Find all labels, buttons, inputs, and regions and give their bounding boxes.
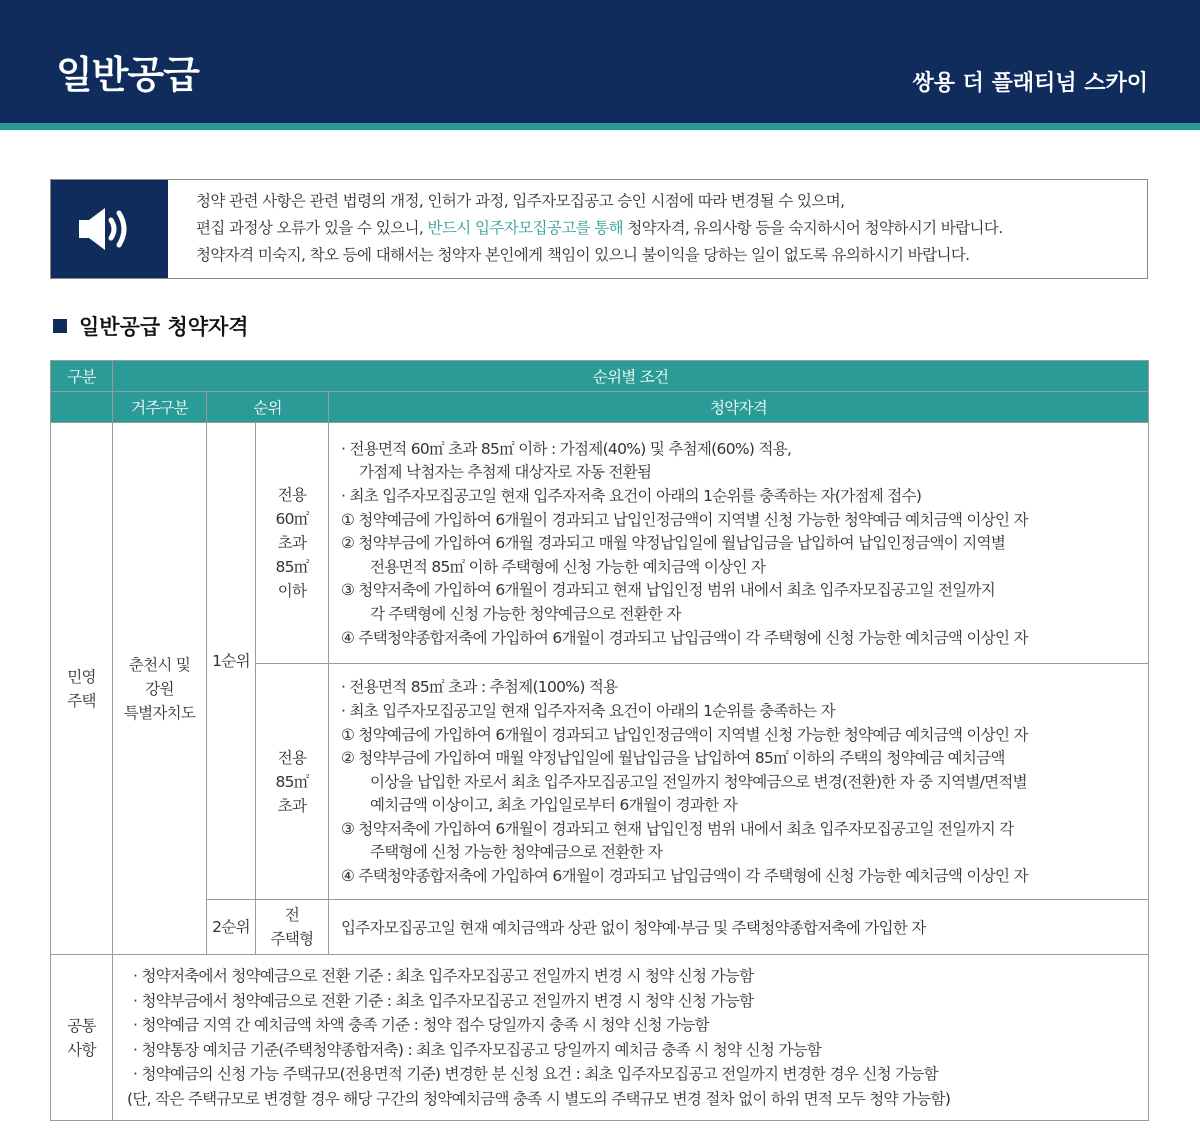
rank-1-cell: 1순위 — [207, 423, 256, 900]
condition-line: ② 청약부금에 가입하여 매월 약정납입일에 월납입금을 납입하여 85㎡ 이하의 주택의 청약예금 예치금액 — [341, 749, 1005, 768]
condition-line: · 전용면적 85㎡ 초과 : 추첨제(100%) 적용 — [341, 678, 618, 697]
residence-cell: 춘천시 및 강원 특별자치도 — [113, 423, 207, 955]
condition-line: ③ 청약저축에 가입하여 6개월이 경과되고 현재 납입인정 범위 내에서 최초 입주자모집공고일 전일까지 — [341, 581, 996, 600]
common-note: (단, 작은 주택규모로 변경할 경우 해당 구간의 청약예치금액 충족 시 별도의 주택규모 변경 절차 없이 하위 면적 모두 청약 가능함) — [127, 1089, 951, 1108]
condition-line: ① 청약예금에 가입하여 6개월이 경과되고 납입인정금액이 지역별 신청 가능한 청약예금 예치금액 이상인 자 — [341, 510, 1028, 529]
condition-line: 가점제 낙첨자는 추첨제 대상자로 자동 전환됨 — [359, 463, 652, 482]
speaker-icon — [79, 203, 139, 255]
category-private-housing: 민영 주택 — [51, 423, 113, 955]
condition-line: ④ 주택청약종합저축에 가입하여 6개월이 경과되고 납입금액이 각 주택형에 신청 가능한 예치금액 이상인 자 — [341, 867, 1028, 886]
page-title: 일반공급 — [56, 53, 199, 97]
conditions-85-plus — [329, 664, 1149, 900]
header-eligibility: 청약자격 — [329, 392, 1149, 423]
category-common: 공통 사항 — [51, 955, 113, 1121]
rank-2-cell: 2순위 — [207, 900, 256, 955]
header-rank: 순위 — [207, 392, 329, 423]
condition-line: ④ 주택청약종합저축에 가입하여 6개월이 경과되고 납입금액이 각 주택형에 신청 가능한 예치금액 이상인 자 — [341, 628, 1028, 647]
header-category: 구분 — [51, 361, 113, 392]
common-notes — [113, 955, 1149, 1121]
notice-line-3: 청약자격 미숙지, 착오 등에 대해서는 청약자 본인에게 책임이 있으니 불이익을 당하는 일이 없도록 유의하시기 바랍니다. — [196, 246, 970, 264]
notice-icon-box — [51, 180, 168, 278]
condition-line: ① 청약예금에 가입하여 6개월이 경과되고 납입인정금액이 지역별 신청 가능한 청약예금 예치금액 이상인 자 — [341, 725, 1028, 744]
common-note: · 청약통장 예치금 기준(주택청약종합저축) : 최초 입주자모집공고 당일까지 예치금 충족 시 청약 신청 가능함 — [133, 1040, 822, 1059]
condition-line: 전용면적 85㎡ 이하 주택형에 신청 가능한 예치금액 이상인 자 — [370, 557, 766, 576]
size-all-cell: 전 주택형 — [256, 900, 329, 955]
section-title-text: 일반공급 청약자격 — [79, 315, 249, 339]
eligibility-table — [50, 360, 1149, 1121]
notice-line-2-pre: 편집 과정상 오류가 있을 수 있으니, — [196, 219, 428, 237]
size-85-plus-cell: 전용 85㎡ 초과 — [256, 664, 329, 900]
condition-line: · 전용면적 60㎡ 초과 85㎡ 이하 : 가점제(40%) 및 추첨제(60%) 적용, — [341, 439, 792, 458]
condition-line: ③ 청약저축에 가입하여 6개월이 경과되고 현재 납입인정 범위 내에서 최초 입주자모집공고일 전일까지 각 — [341, 819, 1014, 838]
notice-line-1: 청약 관련 사항은 관련 법령의 개정, 인허가 과정, 입주자모집공고 승인 시점에 따라 변경될 수 있으며, — [196, 192, 845, 210]
header-conditions: 순위별 조건 — [113, 361, 1149, 392]
common-note: · 청약저축에서 청약예금으로 전환 기준 : 최초 입주자모집공고 전일까지 변경 시 청약 신청 가능함 — [133, 967, 754, 985]
header-residence: 거주구분 — [113, 392, 207, 423]
condition-line: 이상을 납입한 자로서 최초 입주자모집공고일 전일까지 청약예금으로 변경(전환)한 자 중 지역별/면적별 — [370, 772, 1027, 791]
condition-line: · 최초 입주자모집공고일 현재 입주자저축 요건이 아래의 1순위를 충족하는 자 — [341, 701, 835, 720]
notice-text — [196, 188, 1003, 269]
size-60-85-cell: 전용 60㎡ 초과 85㎡ 이하 — [256, 423, 329, 664]
square-bullet-icon — [53, 319, 67, 333]
brand-name: 쌍용 더 플래티넘 스카이 — [912, 71, 1148, 96]
condition-line: · 최초 입주자모집공고일 현재 입주자저축 요건이 아래의 1순위를 충족하는 자(가점제 접수) — [341, 487, 922, 506]
condition-line: 각 주택형에 신청 가능한 청약예금으로 전환한 자 — [370, 604, 681, 623]
common-note: · 청약예금 지역 간 예치금액 차액 충족 기준 : 청약 접수 당일까지 충족 시 청약 신청 가능함 — [133, 1016, 709, 1034]
condition-line: ② 청약부금에 가입하여 6개월 경과되고 매월 약정납입일에 월납입금을 납입하여 납입인정금액이 지역별 — [341, 534, 1006, 553]
header-empty — [51, 392, 113, 423]
notice-highlight: 반드시 입주자모집공고를 통해 — [427, 219, 624, 237]
section-title — [53, 311, 249, 341]
condition-line: 주택형에 신청 가능한 청약예금으로 전환한 자 — [370, 843, 663, 862]
common-note: · 청약부금에서 청약예금으로 전환 기준 : 최초 입주자모집공고 전일까지 변경 시 청약 신청 가능함 — [133, 991, 754, 1010]
notice-line-2-post: 청약자격, 유의사항 등을 숙지하시어 청약하시기 바랍니다. — [623, 219, 1003, 237]
header-bar — [0, 0, 1200, 123]
notice-box — [50, 179, 1148, 279]
condition-line: 예치금액 이상이고, 최초 가입일로부터 6개월이 경과한 자 — [370, 796, 738, 815]
common-note: · 청약예금의 신청 가능 주택규모(전용면적 기준) 변경한 분 신청 요건 : 최초 입주자모집공고 전일까지 변경한 경우 신청 가능함 — [133, 1065, 938, 1083]
header-accent-stripe — [0, 123, 1200, 130]
notice-line-2 — [196, 215, 1003, 242]
conditions-60-85 — [329, 423, 1149, 664]
rank-2-condition: 입주자모집공고일 현재 예치금액과 상관 없이 청약예·부금 및 주택청약종합저축에 가입한 자 — [329, 900, 1149, 955]
